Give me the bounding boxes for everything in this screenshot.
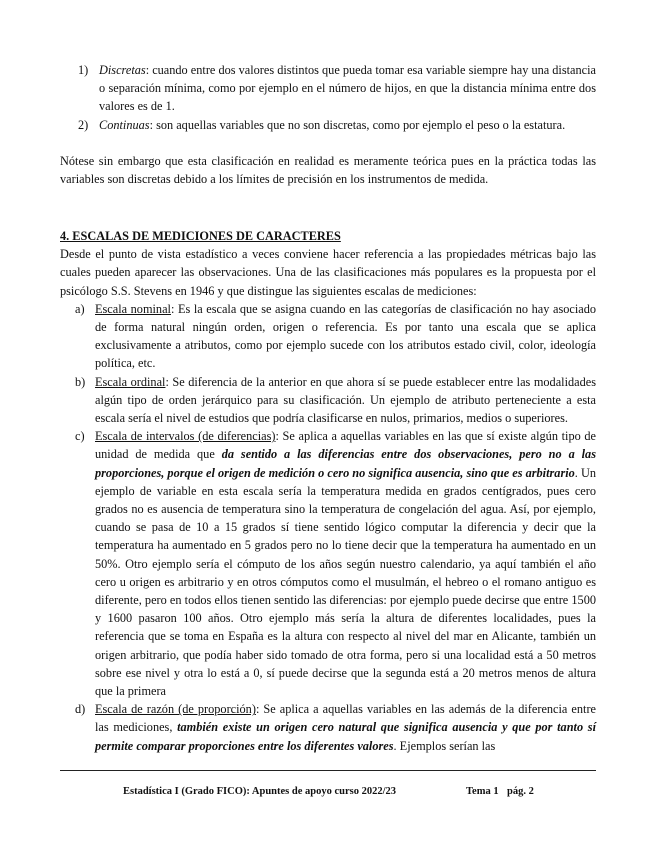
list-emphasis: también existe un origen cero natural que significa ausencia y que por tanto sí permite comparar proporciones entre los diferentes valores [95,720,596,753]
list-text: . Un ejemplo de variable en esta escala sería la temperatura medida en grados centígrados, pues cero grados no es ausencia de temperatura sino la temperatura de congelación del agua. Así, por ejemplo, cuando se pasa de 10 a 15 grados sí tiene sentido lógico computar la diferencia y decir que la temperatura ha aumentado en 5 grados pero no lo tiene decir que la temperatura ha aumentado en un 50%. Otro ejemplo sería el cómputo de los años según nuestro calendario, ya aquí también el año cero u origen es arbitrario y en otros cómputos como el musulmán, el hebreo o el romano antiguo es diferente, pero en todos ellos tienen sentido las diferencias: por ejemplo puede decirse que entre 1500 y 1600 pasaron 100 años. Otro ejemplo más sería la altura de diferentes localidades, pues la referencia que se toma en España es la altura con respecto al nivel del mar en Alicante, también un origen arbitrario, que podía haber sido tomado de otra forma, pero si una localidad está a 50 metros sobre ese nivel y otra lo está a 0, sí puede decirse que la segunda está a 20 metros menos de altura que la primera [95,465,596,699]
list-text: : Se aplica a aquellas variables en las que sí existe algún tipo de unidad de medida que [95,429,596,462]
list-text: : son aquellas variables que no son discretas, como por ejemplo el peso o la estatura. [149,117,566,132]
list-marker: b) [75,374,86,389]
list-marker: d) [75,702,86,717]
section-heading: 4. ESCALAS DE MEDICIONES DE CARACTERES [60,229,341,243]
list-item [60,116,596,134]
list-marker: 2) [78,117,89,132]
list-emphasis: da sentido a las diferencias entre dos observaciones, pero no a las proporciones, porque el origen de medición o cero no significa ausencia, sino que es arbitrario [95,447,596,480]
list-marker: c) [75,429,85,444]
list-term: Continuas [99,117,150,132]
section-scales [60,227,596,755]
list-item [60,700,596,755]
list-item [60,61,596,116]
list-marker: a) [75,301,85,316]
list-text: . Ejemplos serían las [393,738,496,753]
list-term: Escala de intervalos (de diferencias) [95,429,276,444]
footer-course: Estadística I (Grado FICO): Apuntes de apoyo curso 2022/23 [123,786,397,797]
list-text: : Se aplica a aquellas variables en las además de la diferencia entre las mediciones, [95,702,596,735]
list-text: : Es la escala que se asigna cuando en las categorías de clasificación no hay asociado de forma natural ningún orden, origen o referencia. Es por tanto una escala que se aplica exclusivamente a atributos, como por ejemplo sucede con los atributos estado civil, color, ideología política, etc. [95,301,597,371]
list-item [60,300,596,373]
list-term: Discretas [99,63,146,77]
list-text: : Se diferencia de la anterior en que ahora sí se puede establecer entre las modalidades algún tipo de orden jerárquico para su clasificación. Un ejemplo de atributo perteneciente a esta escala sería el nivel de estudios que podría clasificarse en nulos, primarios, medios o superiores. [95,374,596,426]
note-paragraph: Nótese sin embargo que esta clasificación en realidad es meramente teórica pues en la práctica todas las variables son discretas debido a los límites de precisión en los instrumentos de medida. [60,154,596,187]
list-text: : cuando entre dos valores distintos que pueda tomar esa variable siempre hay una distancia o separación mínima, como por ejemplo en el número de hijos, en que la distancia mínima entre dos valores es de 1. [99,63,596,114]
footer-topic: Tema 1 [466,786,499,797]
list-term: Escala nominal [95,301,171,316]
footer-page-number: pág. 2 [507,786,534,797]
variable-types-list [60,61,596,134]
section-intro: Desde el punto de vista estadístico a veces conviene hacer referencia a las propiedades métricas bajo las cuales pueden aparecer las observaciones. Una de las clasificaciones más populares es la propuesta por el psicólogo S.S. Stevens en 1946 y que distingue las siguientes escalas de mediciones: [60,247,596,298]
scales-list [60,300,596,755]
list-marker: 1) [78,63,89,77]
list-term: Escala ordinal [95,374,166,389]
list-term: Escala de razón (de proporción) [95,702,256,717]
footer-divider [60,770,596,771]
list-item [60,427,596,700]
list-item [60,373,596,428]
